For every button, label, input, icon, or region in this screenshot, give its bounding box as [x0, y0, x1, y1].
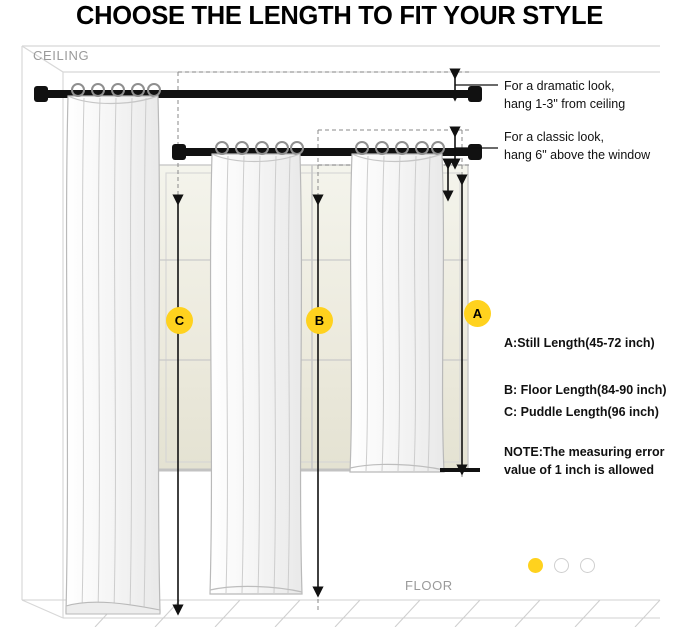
- floor-label: FLOOR: [405, 578, 453, 593]
- badge-a: A: [464, 300, 491, 327]
- carousel-dot-3[interactable]: [580, 558, 595, 573]
- measuring-note-line1: NOTE:The measuring error: [504, 445, 665, 459]
- callout-dramatic-line2: hang 1-3" from ceiling: [504, 97, 626, 111]
- page-title: CHOOSE THE LENGTH TO FIT YOUR STYLE: [76, 2, 603, 30]
- badge-b: B: [306, 307, 333, 334]
- legend-item-c: C: Puddle Length(96 inch): [504, 405, 659, 419]
- badge-c: C: [166, 307, 193, 334]
- carousel-dot-1[interactable]: [528, 558, 543, 573]
- callout-classic-line1: For a classic look,: [504, 130, 605, 144]
- legend-item-b: B: Floor Length(84-90 inch): [504, 383, 667, 397]
- legend-item-a: A:Still Length(45-72 inch): [504, 336, 655, 350]
- ceiling-label: CEILING: [33, 48, 90, 63]
- carousel-dot-2[interactable]: [554, 558, 569, 573]
- carousel-dots[interactable]: [528, 558, 595, 573]
- measuring-note-line2: value of 1 inch is allowed: [504, 463, 655, 477]
- callout-classic-line2: hang 6" above the window: [504, 148, 651, 162]
- callout-dramatic-line1: For a dramatic look,: [504, 79, 615, 93]
